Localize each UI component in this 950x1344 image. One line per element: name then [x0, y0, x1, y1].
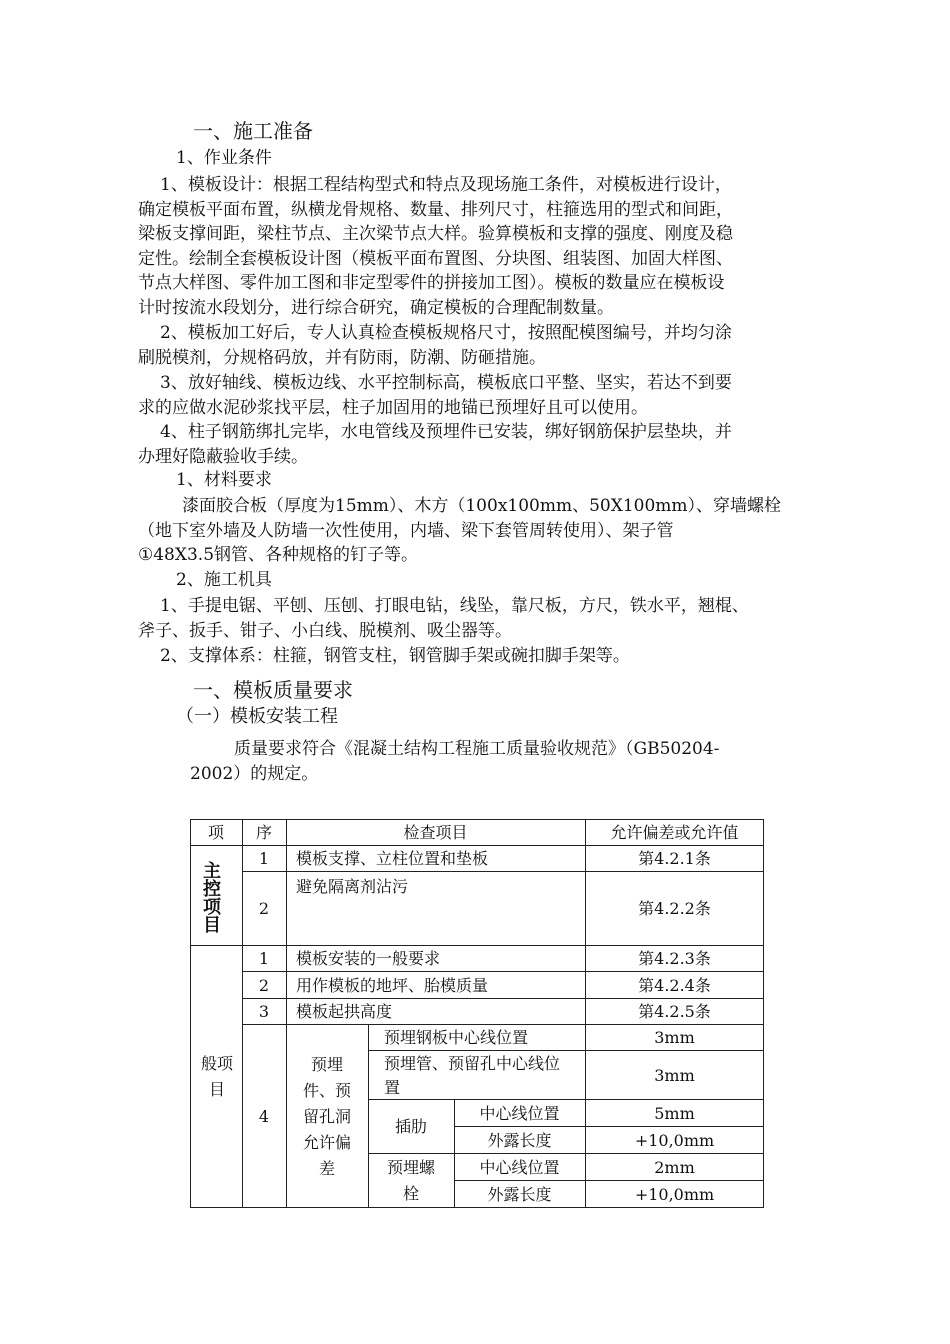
- sub-insert-rib-exposed-item: 外露长度: [487, 1130, 552, 1150]
- row-general-4-no: 4: [258, 1106, 270, 1126]
- paragraph-tools: [138, 594, 814, 643]
- paragraph-quality-spec: [190, 737, 810, 786]
- text-line: 2、模板加工好后，专人认真检查模板规格尺寸，按照配模图编号，并均匀涂: [160, 323, 732, 343]
- inspection-table: [190, 819, 764, 1208]
- sub-embedded-bolt-exposed-item: 外露长度: [487, 1184, 552, 1204]
- text-line: 1、模板设计：根据工程结构型式和特点及现场施工条件，对模板进行设计，: [160, 175, 732, 195]
- sub-embedded-plate-item: 预埋钢板中心线位置: [384, 1028, 529, 1047]
- row-general-2-no: 2: [258, 975, 270, 995]
- sub-insert-rib-exposed-value: +10,0mm: [634, 1130, 715, 1150]
- text-line: 办理好隐蔽验收手续。: [138, 446, 308, 467]
- sub-embedded-pipe-text: 预埋管、预留孔中心线位置: [384, 1053, 561, 1097]
- sub-insert-rib-center-value: 5mm: [654, 1103, 695, 1123]
- paragraph-materials: [138, 494, 814, 568]
- sub-embedded-pipe-value: 3mm: [654, 1065, 695, 1085]
- row-general-3-value: 第4.2.5条: [638, 1002, 711, 1021]
- sub-embedded-bolt-center-value: 2mm: [654, 1157, 695, 1177]
- header-check-item: 检查项目: [403, 822, 468, 842]
- text-line: 4、柱子钢筋绑扎完毕，水电管线及预埋件已安装，绑好钢筋保护层垫块，并: [160, 422, 732, 442]
- paragraph-axis-setting: [138, 371, 814, 420]
- sub-embedded-bolt-center-item: 中心线位置: [479, 1157, 560, 1177]
- row-general-3-item: 模板起拱高度: [296, 1002, 393, 1021]
- text-line: 确定模板平面布置，纵横龙骨规格、数量、排列尺寸，柱箍选用的型式和间距，: [138, 199, 733, 220]
- row-main-1-no: 1: [258, 849, 270, 868]
- row-main-1-item: 模板支撑、立柱位置和垫板: [296, 849, 489, 868]
- sub-insert-rib-center-item: 中心线位置: [479, 1103, 560, 1123]
- paragraph-column-rebar: [138, 420, 814, 469]
- text-line: （地下室外墙及人防墙一次性使用，内墙、梁下套管周转使用）、架子管: [138, 520, 674, 541]
- subheading-template-installation: （一）模板安装工程: [176, 706, 338, 727]
- sub-embedded-bolt-item: [368, 1154, 454, 1208]
- text-line: 求的应做水泥砂浆找平层，柱子加固用的地锚已预埋好且可以使用。: [138, 397, 648, 418]
- row-general-4-item: [286, 1025, 368, 1208]
- text-line: 梁板支撑间距，梁柱节点、主次梁节点大样。验算模板和支撑的强度、刚度及稳: [138, 224, 733, 245]
- row-general-3-no: 3: [258, 1002, 270, 1021]
- subheading-machinery: 2、施工机具: [176, 570, 272, 590]
- text-line: 节点大样图、零件加工图和非定型零件的拼接加工图）。模板的数量应在模板设: [138, 273, 725, 294]
- text-line: 定性。绘制全套模板设计图（模板平面布置图、分块图、组装图、加固大样图、: [138, 248, 733, 269]
- row-main-2-item: 避免隔离剂沾污: [296, 877, 409, 896]
- row-general-1-no: 1: [258, 949, 270, 968]
- paragraph-template-processing: [138, 321, 814, 370]
- text-line: 1、手提电锯、平刨、压刨、打眼电钻，线坠，靠尺板，方尺，铁水平，翘棍、: [160, 596, 749, 616]
- text-line: 2002）的规定。: [190, 763, 319, 784]
- text-line: 计时按流水段划分，进行综合研究，确定模板的合理配制数量。: [138, 297, 614, 318]
- paragraph-template-design: [138, 173, 814, 321]
- group-general: [194, 946, 240, 1208]
- text-line: 质量要求符合《混凝土结构工程施工质量验收规范》（GB50204-: [234, 739, 720, 759]
- text-line: 3、放好轴线、模板边线、水平控制标高，模板底口平整、坚实，若达不到要: [160, 373, 732, 393]
- row-main-2-no: 2: [258, 898, 270, 918]
- header-sequence: 序: [255, 822, 272, 842]
- text-line: 漆面胶合板（厚度为15mm）、木方（100x100mm、50X100mm）、穿墙螺栓: [182, 496, 782, 516]
- row-general-4-item-text: 预埋件、预留孔洞允许偏差: [302, 1054, 351, 1178]
- sub-embedded-pipe-item: [368, 1051, 585, 1100]
- group-main-control: 主控项目: [200, 860, 221, 933]
- sub-embedded-bolt-exposed-value: +10,0mm: [634, 1184, 715, 1204]
- row-general-1-value: 第4.2.3条: [638, 949, 711, 968]
- row-general-2-value: 第4.2.4条: [638, 975, 711, 995]
- sub-insert-rib-item: 插肋: [394, 1117, 427, 1136]
- group-general-label: 般项目: [200, 1054, 233, 1099]
- text-line: 斧子、扳手、钳子、小白线、脱模剂、吸尘器等。: [138, 620, 512, 641]
- subheading-work-conditions: 1、作业条件: [176, 148, 272, 168]
- text-line: 刷脱模剂，分规格码放，并有防雨，防潮、防砸措施。: [138, 347, 546, 368]
- sub-embedded-bolt-text: 预埋螺栓: [386, 1158, 435, 1203]
- row-general-1-item: 模板安装的一般要求: [296, 949, 441, 968]
- sub-embedded-plate-value: 3mm: [654, 1028, 695, 1047]
- subheading-materials: 1、材料要求: [176, 470, 272, 490]
- row-main-1-value: 第4.2.1条: [638, 849, 711, 868]
- section1-title: 一、施工准备: [193, 119, 313, 143]
- row-main-2-value: 第4.2.2条: [638, 898, 711, 918]
- paragraph-support-system: 2、支撑体系：柱箍，钢管支柱，钢管脚手架或碗扣脚手架等。: [160, 646, 630, 666]
- section2-title: 一、模板质量要求: [193, 678, 353, 702]
- text-line: ①48X3.5钢管、各种规格的钉子等。: [138, 545, 419, 566]
- header-tolerance: 允许偏差或允许值: [610, 822, 739, 842]
- header-category: 项: [207, 822, 224, 842]
- row-general-2-item: 用作模板的地坪、胎模质量: [296, 975, 489, 995]
